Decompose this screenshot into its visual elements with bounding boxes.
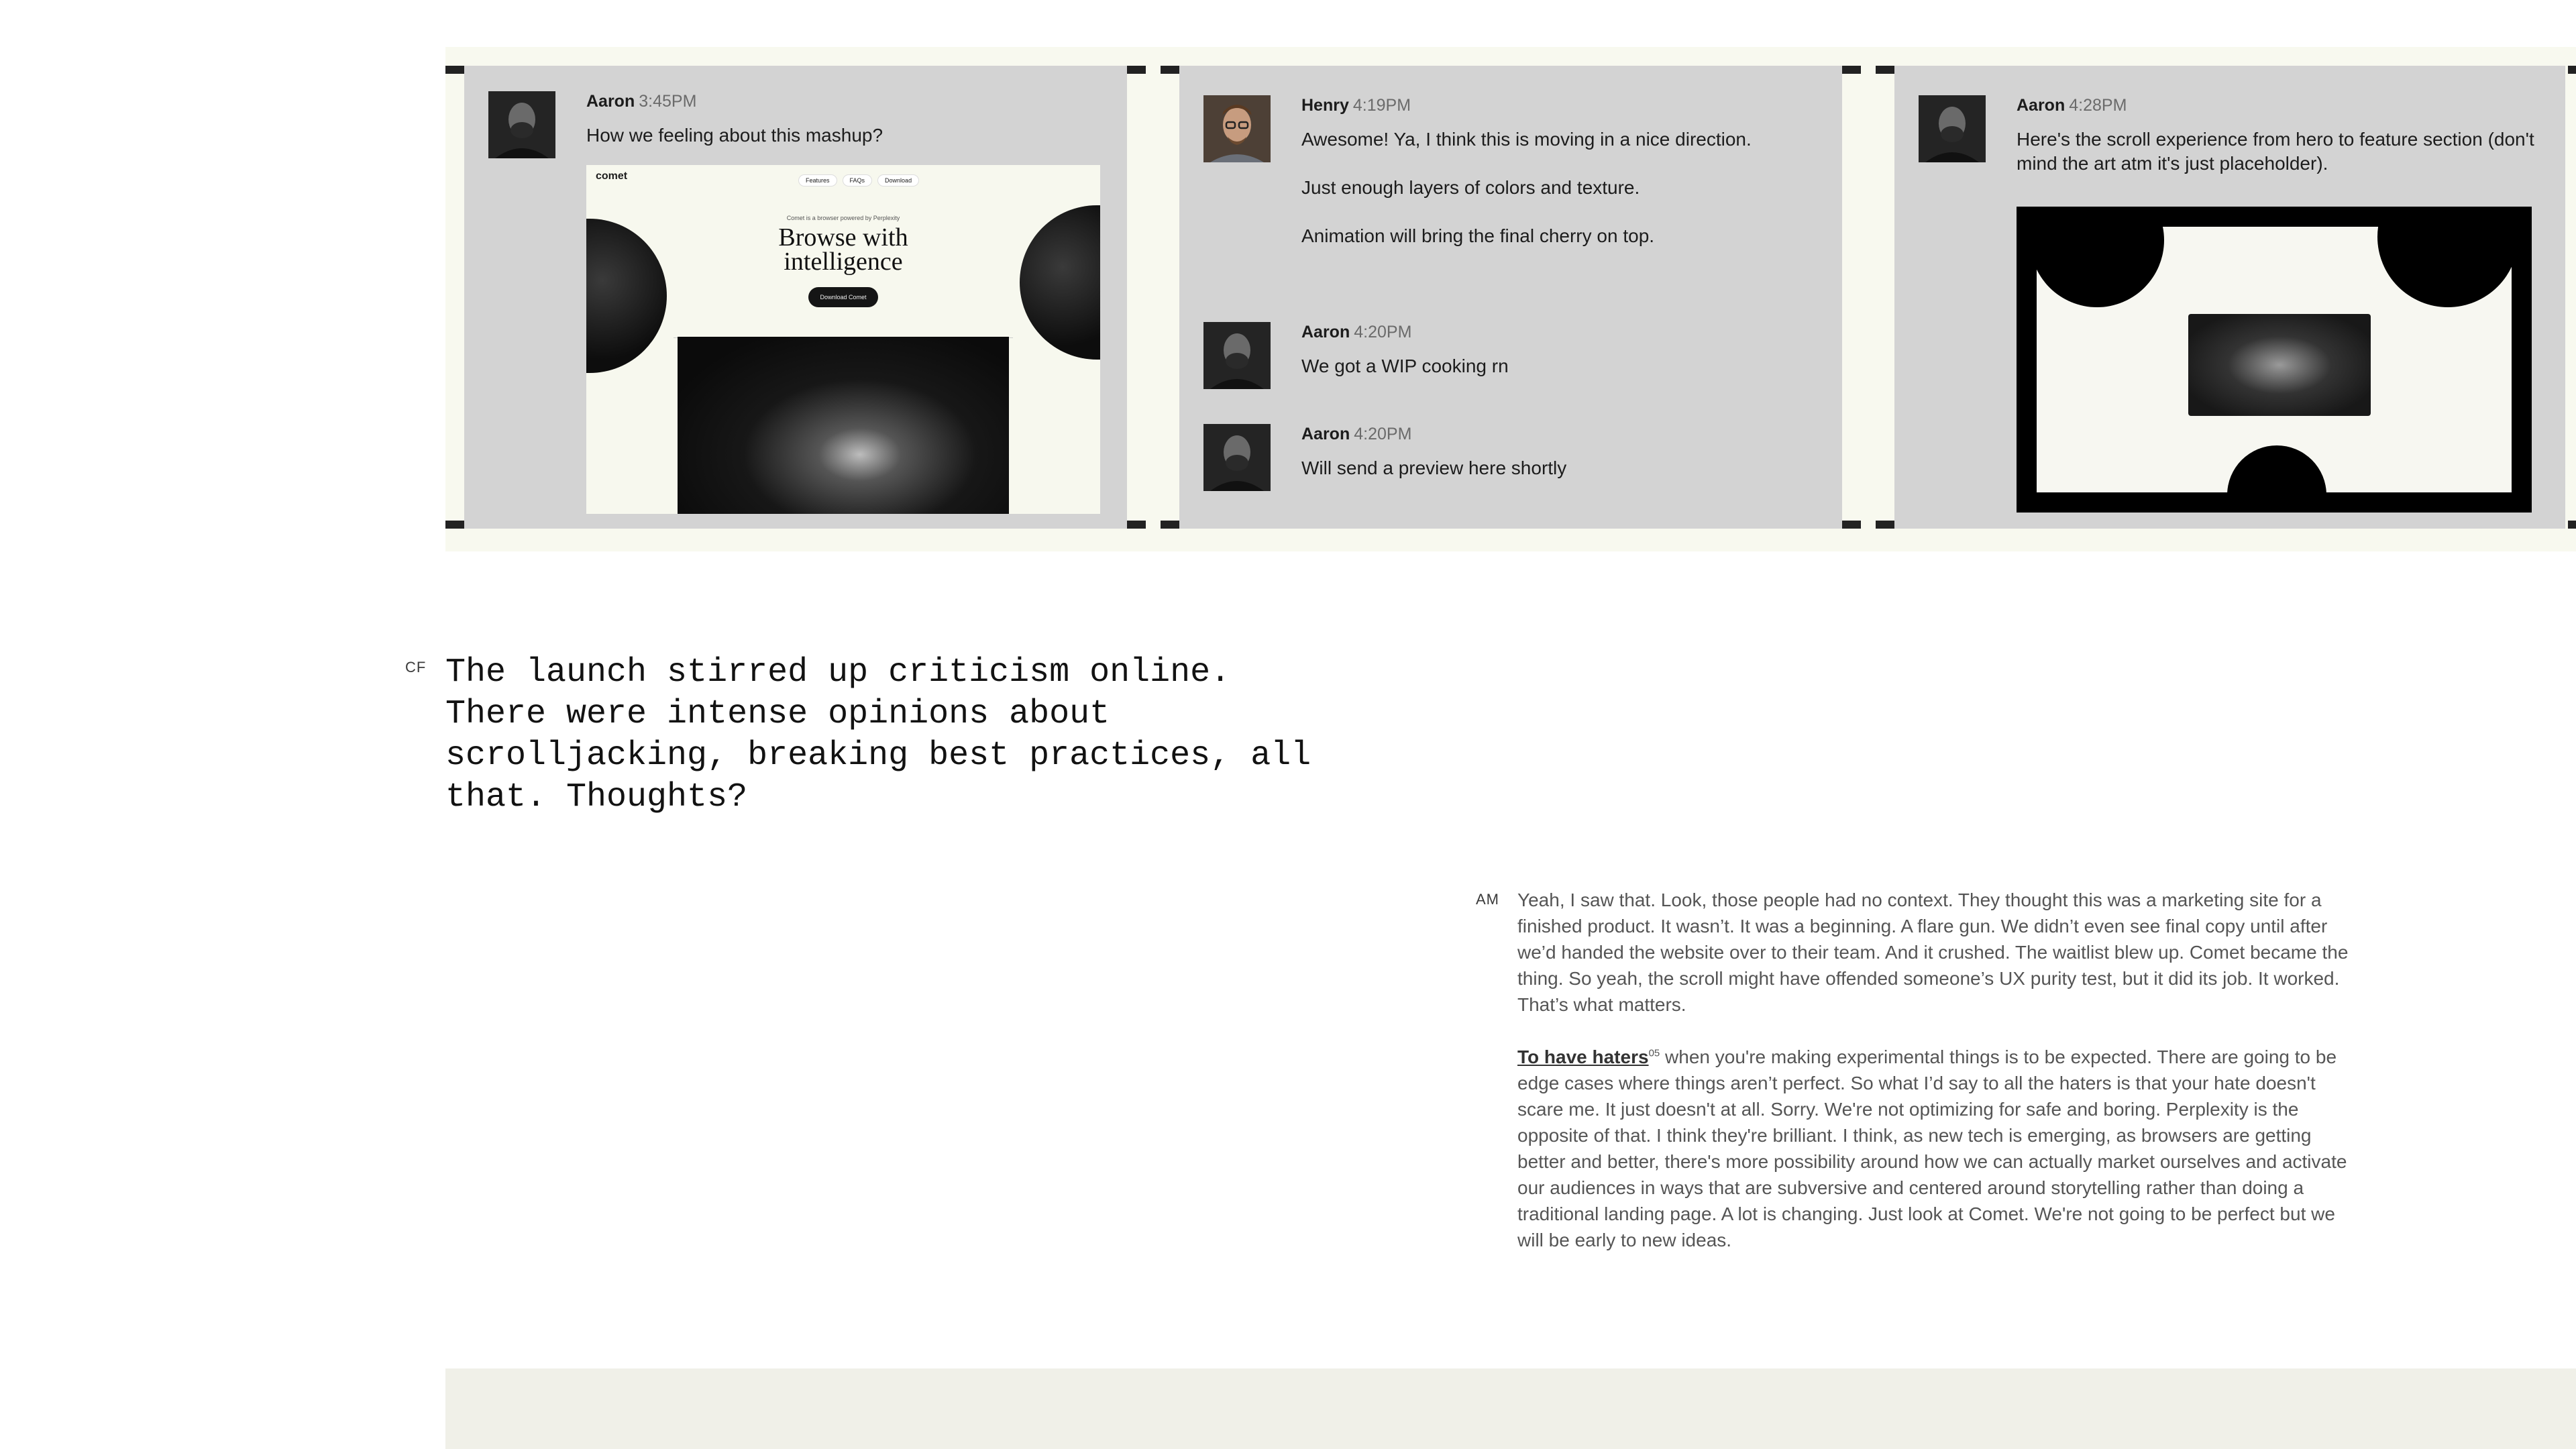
message-text: Animation will bring the final cherry on top.: [1301, 225, 1655, 246]
message-author: Aaron: [586, 92, 635, 111]
avatar: [1919, 95, 1986, 162]
message-time: 4:19PM: [1352, 96, 1411, 115]
crop-mark: [1161, 521, 1179, 529]
chat-panel-3: [1894, 66, 2565, 529]
comet-logo: comet: [596, 170, 628, 182]
preview-nav-item: FAQs: [843, 174, 873, 186]
chat-screenshot-strip: [445, 47, 2576, 551]
avatar: [1203, 424, 1271, 491]
decorative-circle: [2377, 227, 2512, 307]
website-preview-image: [586, 165, 1100, 514]
crop-mark: [1842, 66, 1861, 74]
message-text: We got a WIP cooking rn: [1301, 356, 1509, 376]
avatar: [1203, 95, 1271, 162]
scroll-preview-image: [2017, 207, 2532, 513]
crop-mark: [445, 521, 464, 529]
avatar: [1203, 322, 1271, 389]
decorative-circle: [2037, 227, 2164, 307]
message-text: Here's the scroll experience from hero to feature section (don't mind the art atm it's just placeholder).: [2017, 129, 2534, 174]
interview-question: The launch stirred up criticism online. There were intense opinions about scrolljacking, breaking best practices, all that. Thoughts?: [445, 653, 1311, 816]
preview-download-button: Download Comet: [808, 287, 878, 307]
chat-panel-2: [1179, 66, 1842, 529]
message-author: Aaron: [2017, 96, 2065, 115]
crop-mark: [1876, 521, 1894, 529]
answer-paragraph: Yeah, I saw that. Look, those people had no context. They thought this was a marketing site for a finished product. It wasn’t. It was a beginning. A flare gun. We didn’t even see final copy until after we’d handed the website over to their team. And it crushed. The waitlist blew up. Comet became the thing. So yeah, the scroll might have offended someone’s UX purity test, but it did its job. It worked. That’s what matters.: [1517, 890, 2349, 1015]
preview-starfield: [2188, 314, 2371, 416]
crop-mark: [1842, 521, 1861, 529]
footnote-link[interactable]: To have haters: [1517, 1046, 1649, 1067]
chat-panel-1: [464, 66, 1127, 529]
preview-starfield: [678, 337, 1009, 514]
answer-text: when you're making experimental things is to be expected. There are going to be edge cases where things aren’t perfect. So what I’d say to all the haters is that your hate doesn't scare me. It just doesn't at all. Sorry. We're not optimizing for safe and boring. Perplexity is the opposite of that. I think they're brilliant. I think, as new tech is emerging, as browsers are getting better and better, there's more possibility around how we can actually market ourselves and activate our audiences in ways that are subversive and centered around storytelling rather than doing a traditional landing page. A lot is changing. Just look at Comet. We're not going to be perfect but we will be early to new ideas.: [1517, 1046, 2347, 1250]
message-time: 3:45PM: [639, 92, 697, 111]
next-section-image: [445, 1368, 2576, 1449]
preview-nav-item: Download: [877, 174, 919, 186]
preview-headline-line: intelligence: [784, 248, 903, 276]
crop-mark: [1127, 66, 1146, 74]
message-author: Aaron: [1301, 425, 1350, 443]
message-text: Awesome! Ya, I think this is moving in a nice direction.: [1301, 129, 1752, 150]
crop-mark: [1127, 521, 1146, 529]
preview-subhead: Comet is a browser powered by Perplexity: [786, 215, 900, 221]
message-time: 4:20PM: [1354, 425, 1412, 443]
respondent-initials: AM: [1476, 891, 1499, 908]
answer-paragraph: [1517, 1044, 2363, 1253]
crop-mark: [2568, 521, 2576, 529]
crop-mark: [445, 66, 464, 74]
interview-answer: [1517, 887, 2363, 1253]
crop-mark: [1876, 66, 1894, 74]
message-time: 4:28PM: [2069, 96, 2127, 115]
message-text: Just enough layers of colors and texture.: [1301, 177, 1640, 198]
avatar: [488, 91, 555, 158]
preview-nav: [798, 174, 919, 186]
crop-mark: [2568, 66, 2576, 74]
interviewer-initials: CF: [405, 659, 427, 676]
message-author: Henry: [1301, 96, 1349, 115]
decorative-circle: [2227, 445, 2326, 492]
preview-headline-line: Browse with: [778, 223, 908, 252]
footnote-number: 05: [1648, 1047, 1660, 1059]
message-text: How we feeling about this mashup?: [586, 125, 883, 146]
preview-nav-item: Features: [798, 174, 837, 186]
message-author: Aaron: [1301, 323, 1350, 341]
preview-headline: [586, 225, 1100, 274]
message-text: Will send a preview here shortly: [1301, 458, 1567, 478]
crop-mark: [1161, 66, 1179, 74]
message-time: 4:20PM: [1354, 323, 1412, 341]
